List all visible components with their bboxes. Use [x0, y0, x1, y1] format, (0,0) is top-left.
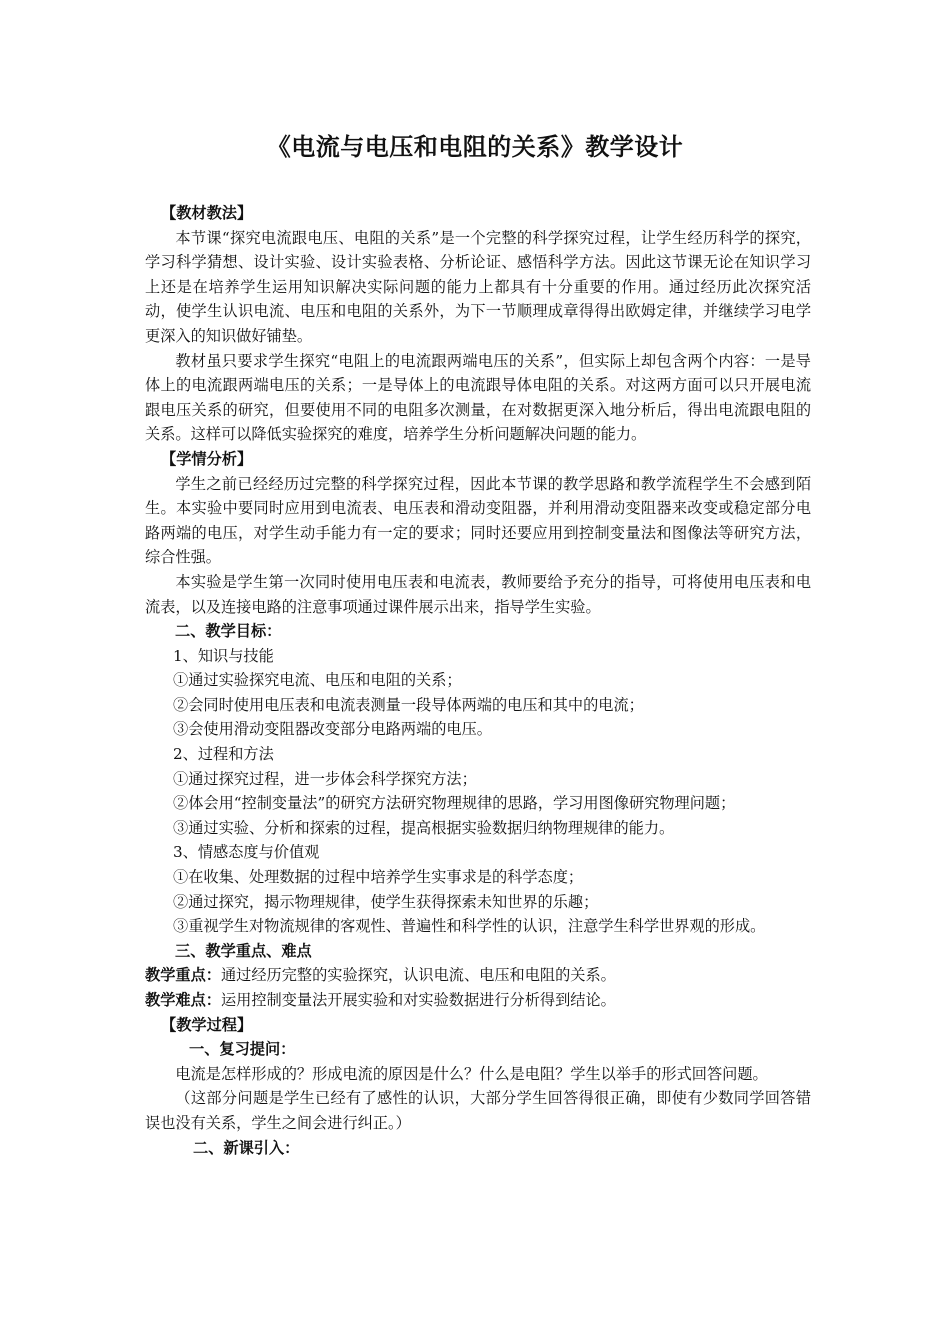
paragraph-students-2: 本实验是学生第一次同时使用电压表和电流表，教师要给予充分的指导，可将使用电压表和电流表，以及连接电路的注意事项通过课件展示出来，指导学生实验。 [145, 572, 811, 616]
document-body [145, 201, 811, 1160]
difficulty-text: 运用控制变量法开展实验和对实验数据进行分析得到结论。 [220, 991, 616, 1009]
goal-item: ②体会用“控制变量法”的研究方法研究物理规律的思路，学习用图像研究物理问题； [173, 794, 736, 813]
section-heading-materials: 【教材教法】 [161, 204, 253, 222]
goal-item: ③会使用滑动变阻器改变部分电路两端的电压。 [173, 720, 492, 739]
goal-group-heading: 1、知识与技能 [173, 646, 274, 665]
paragraph-review-2: （这部分问题是学生已经有了感性的认识，大部分学生回答得很正确，即使有少数同学回答错误也没有关系，学生之间会进行纠正。） [145, 1089, 811, 1132]
document-title: 《电流与电压和电阻的关系》教学设计 [266, 133, 684, 161]
goal-group-heading: 3、情感态度与价值观 [173, 843, 320, 862]
paragraph-review-1: 电流是怎样形成的？形成电流的原因是什么？什么是电阻？学生以举手的形式回答问题。 [175, 1064, 768, 1083]
process-step-review: 一、复习提问： [189, 1040, 296, 1059]
section-heading-students: 【学情分析】 [161, 449, 253, 468]
key-point-label: 教学重点： [145, 966, 221, 985]
goal-item: ②通过探究，揭示物理规律，使学生获得探索未知世界的乐趣； [173, 892, 599, 911]
process-step-intro: 二、新课引入： [193, 1138, 300, 1157]
section-heading-key-points: 三、教学重点、难点 [175, 941, 312, 960]
key-point-line [145, 963, 811, 988]
goal-item: ①通过探究过程，进一步体会科学探究方法； [173, 769, 477, 788]
goal-item: ③通过实验、分析和探索的过程，提高根据实验数据归纳物理规律的能力。 [173, 818, 675, 837]
goal-item: ②会同时使用电压表和电流表测量一段导体两端的电压和其中的电流； [173, 695, 644, 714]
difficulty-line [145, 988, 811, 1013]
goal-group-heading: 2、过程和方法 [173, 745, 274, 764]
goal-item: ③重视学生对物流规律的客观性、普遍性和科学性的认识，注意学生科学世界观的形成。 [173, 917, 766, 936]
goal-item: ①在收集、处理数据的过程中培养学生实事求是的科学态度； [173, 868, 584, 887]
paragraph-materials-1: 本节课“探究电流跟电压、电阻的关系”是一个完整的科学探究过程，让学生经历科学的探究，学习科学猜想、设计实验、设计实验表格、分析论证、感悟科学方法。因此这节课无论在知识学习上还是在培养学生运用知识解决实际问题的能力上都具有十分重要的作用。通过经历此次探究活动，使学生认识电流、电压和电阻的关系外，为下一节顺理成章得得出欧姆定律，并继续学习电学更深入的知识做好铺垫。 [145, 228, 811, 345]
section-heading-goals: 二、教学目标： [175, 622, 282, 641]
section-heading-process: 【教学过程】 [161, 1015, 253, 1034]
goal-item: ①通过实验探究电流、电压和电阻的关系； [173, 671, 462, 690]
key-point-text: 通过经历完整的实验探究，认识电流、电压和电阻的关系。 [220, 966, 616, 985]
difficulty-label: 教学难点： [145, 991, 221, 1009]
paragraph-materials-2: 教材虽只要求学生探究“电阻上的电流跟两端电压的关系”，但实际上却包含两个内容：一是导体上的电流跟两端电压的关系；一是导体上的电流跟导体电阻的关系。对这两方面可以只开展电流跟电压关系的研究，但要使用不同的电阻多次测量，在对数据更深入地分析后，得出电流跟电阻的关系。这样可以降低实验探究的难度，培养学生分析问题解决问题的能力。 [145, 351, 811, 444]
paragraph-students-1: 学生之前已经经历过完整的科学探究过程，因此本节课的教学思路和教学流程学生不会感到陌生。本实验中要同时应用到电流表、电压表和滑动变阻器，并利用滑动变阻器来改变或稳定部分电路两端的电压，对学生动手能力有一定的要求；同时还要应用到控制变量法和图像法等研究方法，综合性强。 [145, 474, 811, 567]
